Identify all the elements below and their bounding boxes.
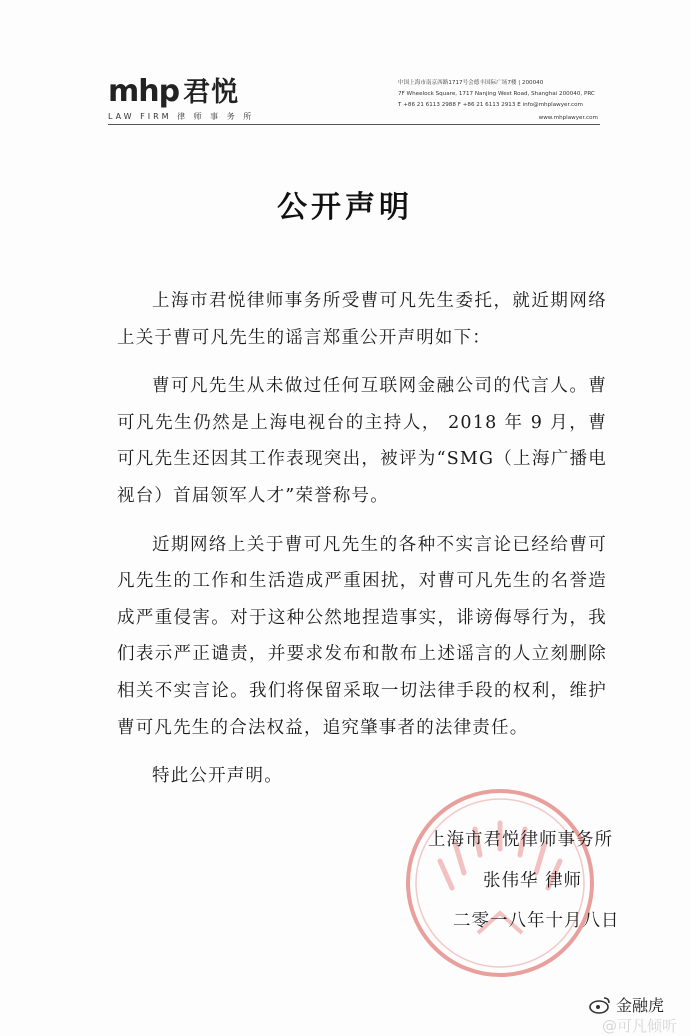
address-en: 7F Wheelock Square, 1717 Nanjing West Road, Shanghai 200040, PRC [398, 91, 595, 97]
paragraph-intro: 上海市君悦律师事务所受曹可凡先生委托，就近期网络上关于曹可凡先生的谣言郑重公开声明如下： [117, 291, 607, 348]
signature-date: 二零一八年十月八日 [453, 911, 620, 931]
website: www.mhplawyer.com [538, 115, 598, 121]
weibo-watermark [588, 993, 688, 1035]
letterhead-address [398, 78, 598, 124]
watermark-handle: @可凡倾听 [602, 1017, 678, 1035]
letterhead-divider [108, 124, 600, 125]
watermark-brand: 金融虎 [616, 996, 665, 1015]
logo-wordmark [108, 76, 254, 109]
logo-latin: mhp [108, 74, 180, 109]
statement-body [117, 283, 607, 807]
weibo-logo-icon [588, 995, 612, 1015]
paragraph-condemnation: 近期网络上关于曹可凡先生的各种不实言论已经给曹可凡先生的工作和生活造成严重困扰，对曹可凡先生的名誉造成严重侵害。对于这种公然地捏造事实，诽谤侮辱行为，我们表示严正谴责，并要求发布和散布上述谣言的人立刻删除相关不实言论。我们将保留采取一切法律手段的权利，维护曹可凡先生的合法权益，追究肇事者的法律责任。 [117, 534, 607, 738]
logo-subtitle: LAW FIRM 律 师 事 务 所 [108, 112, 255, 121]
paragraph-role: 曹可凡先生从未做过任何互联网金融公司的代言人。曹可凡先生仍然是上海电视台的主持人， 2018 年 9 月，曹可凡先生还因其工作表现突出，被评为“SMG（上海广播电视台）首届领军人才”荣誉称号。 [117, 376, 607, 506]
document-title: 公开声明 [277, 190, 413, 225]
signature-firm: 上海市君悦律师事务所 [428, 830, 613, 850]
paragraph-closing: 特此公开声明。 [152, 766, 283, 787]
signature-lawyer: 张伟华 律师 [483, 871, 583, 891]
firm-logo [108, 76, 254, 122]
address-cn: 中国上海市南京西路1717号会德丰国际广场7楼 | 200040 [398, 80, 544, 86]
contact-line: T +86 21 6113 2988 F +86 21 6113 2913 E info@mhplawyer.com [398, 102, 583, 108]
logo-chinese: 君悦 [183, 77, 240, 108]
